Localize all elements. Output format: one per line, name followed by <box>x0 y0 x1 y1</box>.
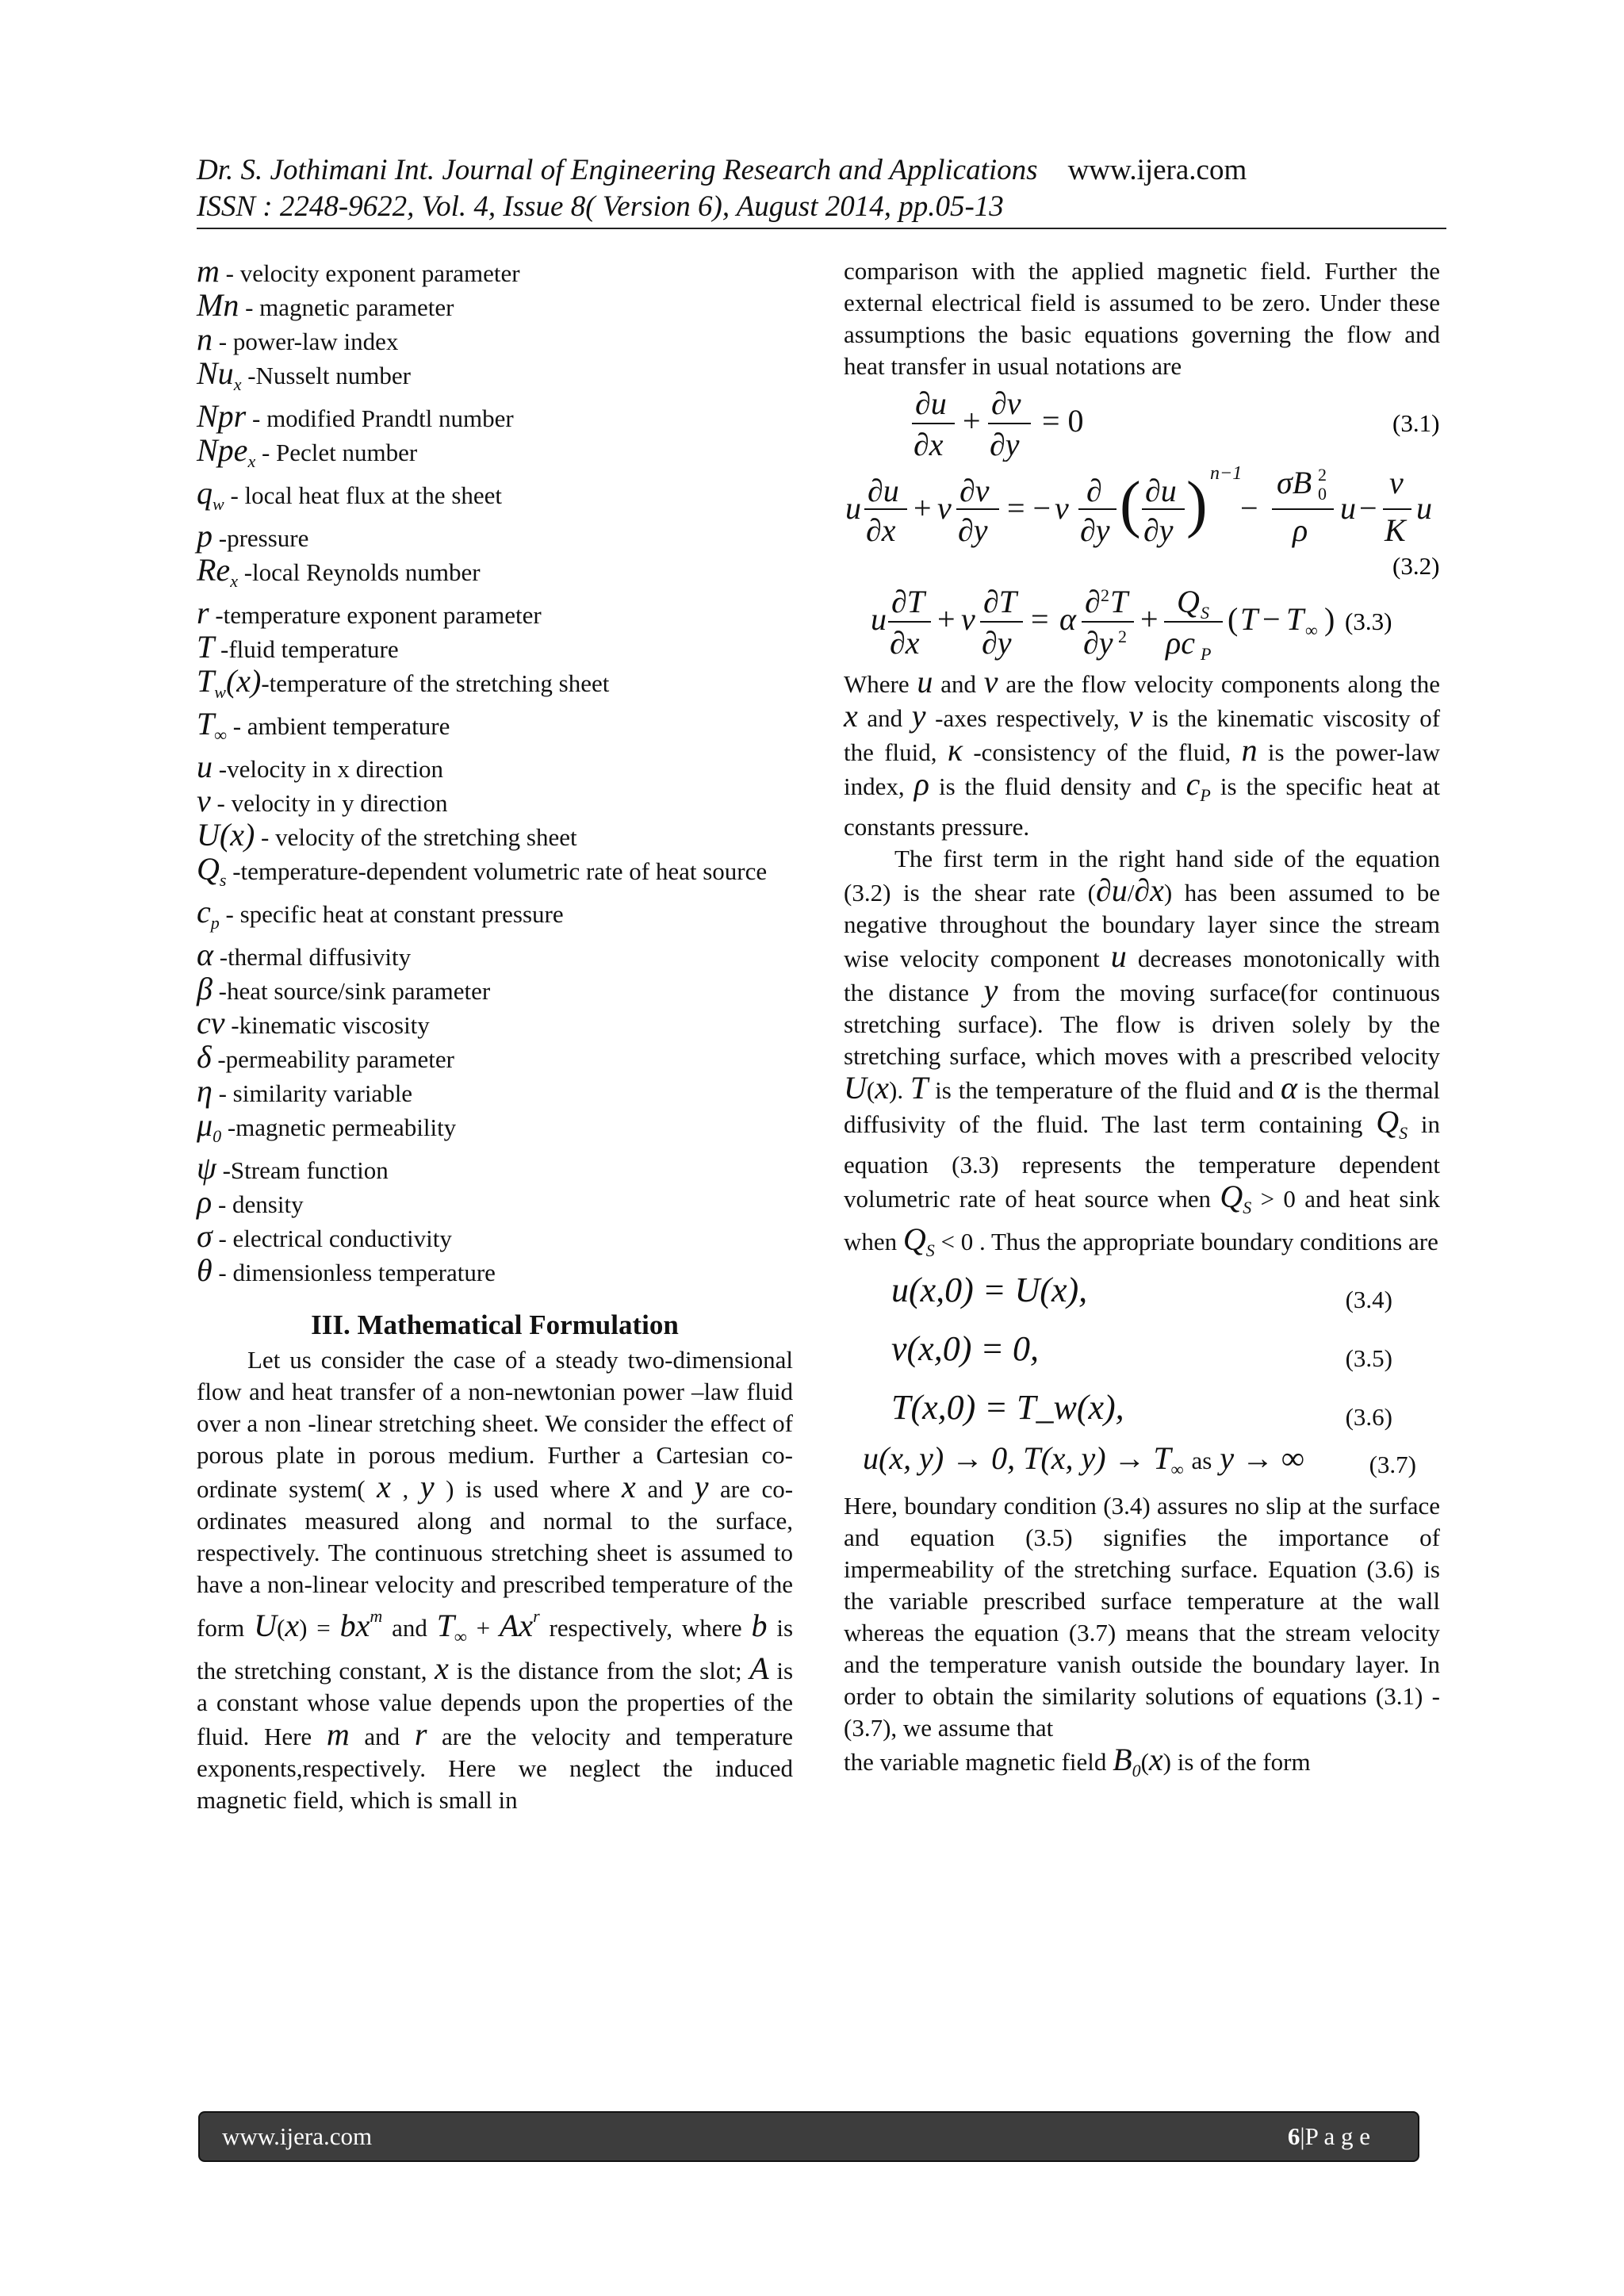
nomenclature-item <box>197 554 793 597</box>
boundary-paragraph: Here, boundary condition (3.4) assures no slip at the surface and equation (3.5) signifies the importance of impermeability of the stretching surface. Equation (3.6) is the variable prescribed surface temperature at the wall whereas the equation (3.7) means that the stream velocity and the temperature vanish outside the boundary layer. In order to obtain the similarity solutions of equations (3.1) - (3.7), we assume that <box>844 1492 1440 1742</box>
nomenclature-description: -Stream function <box>216 1156 389 1184</box>
nomenclature-description: - velocity in y direction <box>210 789 448 817</box>
svg-text:u: u <box>845 490 861 526</box>
nomenclature-symbol: Q <box>197 851 220 887</box>
svg-text:+: + <box>937 601 956 637</box>
nomenclature-description: - modified Prandtl number <box>246 404 514 432</box>
magnetic-field-line: the variable magnetic field $B_0(x)$ is of the form <box>844 1742 1311 1780</box>
nomenclature-symbol: n <box>197 321 213 357</box>
issn-line: ISSN : 2248-9622, Vol. 4, Issue 8( Version 6), August 2014, pp.05-13 <box>197 190 1004 223</box>
equation-label: (3.3) <box>1345 608 1392 635</box>
nomenclature-description: - dimensionless temperature <box>212 1259 496 1286</box>
nomenclature-item <box>197 1252 793 1289</box>
nomenclature-symbol: α <box>197 937 213 972</box>
nomenclature-item <box>197 520 793 554</box>
journal-line: Dr. S. Jothimani Int. Journal of Engineering Research and Applications www.ijera.com <box>197 154 1247 186</box>
nomenclature-subscript: w <box>214 682 226 702</box>
nomenclature-argument: (x) <box>225 663 262 699</box>
nomenclature-description: - local heat flux at the sheet <box>224 481 503 509</box>
page-footer <box>198 2111 1419 2162</box>
svg-text:∂y: ∂y <box>990 427 1020 462</box>
nomenclature-symbol: ρ <box>197 1184 213 1220</box>
equation-label: (3.4) <box>1345 1286 1392 1313</box>
nomenclature-description: -temperature exponent parameter <box>209 601 542 629</box>
equation-label: (3.2) <box>1392 552 1440 580</box>
equation-3-7 <box>844 1440 1440 1490</box>
nomenclature-subscript: x <box>247 451 256 471</box>
svg-text:u: u <box>1416 490 1432 526</box>
nomenclature-item <box>197 939 793 973</box>
nomenclature-symbol: μ <box>197 1107 213 1143</box>
svg-text:∂x: ∂x <box>866 512 896 548</box>
nomenclature-item <box>197 398 793 435</box>
svg-text:∂x: ∂x <box>914 427 944 462</box>
svg-text:= 0: = 0 <box>1042 403 1084 439</box>
svg-text:ν: ν <box>1389 465 1404 500</box>
nomenclature-argument: (x) <box>219 817 255 853</box>
left-column <box>197 255 793 1816</box>
svg-text:−: − <box>1240 490 1258 526</box>
svg-text:P: P <box>1201 644 1212 664</box>
equation-3-3 <box>844 581 1440 666</box>
svg-text:): ) <box>1324 601 1335 637</box>
nomenclature-description: -velocity in x direction <box>213 755 443 783</box>
formulation-paragraph: Let us consider the case of a steady two-dimensional flow and heat transfer of a non-newtonian power –law fluid over a non -linear stretching sheet. We consider the effect of porous plate in porous medium. Further a Cartesian co-ordinate system( x , y ) is used where x and y are co-ordinates measured along and normal to the surface, respectively. The continuous stretching sheet is assumed to have a non-linear velocity and prescribed temperature of the form $U(x) = bx^m$ and $T_\infty + Ax^r$ respectively, where b is the stretching constant, x is the distance from the slot; A is a constant whose value depends upon the properties of the fluid. Here m and r are the velocity and temperature exponents,respectively. Here we neglect the induced magnetic field, which is small in <box>197 1346 794 1814</box>
equation-3-4 <box>844 1267 1440 1325</box>
svg-text:T: T <box>1240 601 1258 637</box>
nomenclature-item <box>197 255 793 289</box>
svg-text:v: v <box>937 490 952 526</box>
nomenclature-symbol: Mn <box>197 287 239 323</box>
intro-paragraph: comparison with the applied magnetic field. Further the external electrical field is assumed to be zero. Under these assumptions the basic equations governing the flow and heat transfer in usual notations are <box>844 257 1440 380</box>
svg-text:(: ( <box>1120 470 1141 539</box>
right-column <box>844 255 1440 1787</box>
equation-3-5 <box>844 1325 1440 1384</box>
svg-text:2: 2 <box>1318 465 1327 485</box>
nomenclature-symbol: δ <box>197 1039 212 1075</box>
svg-text:∂T: ∂T <box>983 584 1017 619</box>
nomenclature-subscript: x <box>230 571 238 591</box>
equation-text: v(x,0) = 0, <box>891 1329 1040 1368</box>
nomenclature-description: - electrical conductivity <box>212 1225 452 1252</box>
nomenclature-item <box>197 289 793 324</box>
nomenclature-symbol: c <box>197 894 211 930</box>
nomenclature-item <box>197 1218 793 1255</box>
nomenclature-item <box>197 321 793 358</box>
nomenclature-subscript: p <box>210 913 220 933</box>
nomenclature-item <box>197 708 793 751</box>
nomenclature-description: - ambient temperature <box>226 712 450 740</box>
nomenclature-description: -magnetic permeability <box>221 1114 457 1141</box>
nomenclature-item <box>197 1152 793 1186</box>
svg-text:+: + <box>1140 601 1159 637</box>
equation-text: u(x, y) → 0, T(x, $y) \to T_\infty$ as y → ∞ <box>863 1440 1304 1479</box>
nomenclature-description: -thermal diffusivity <box>213 943 412 971</box>
nomenclature-description: - specific heat at constant pressure <box>219 900 564 928</box>
nomenclature-symbol: β <box>197 971 213 1006</box>
equation-text: T(x,0) = T_w(x), <box>891 1388 1124 1427</box>
svg-text:=: = <box>1031 601 1049 637</box>
svg-text:∂y: ∂y <box>982 625 1012 661</box>
nomenclature-description: -local Reynolds number <box>237 558 481 586</box>
nomenclature-symbol: v <box>197 783 211 818</box>
nomenclature-symbol: T <box>197 706 215 742</box>
equation-label: (3.6) <box>1345 1403 1392 1431</box>
nomenclature-description: -pressure <box>213 524 309 552</box>
equation-3-3-math <box>844 581 1440 666</box>
header-website[interactable]: www.ijera.com <box>1067 154 1247 186</box>
nomenclature-subscript: ∞ <box>214 725 227 745</box>
nomenclature-symbol: m <box>197 253 220 289</box>
nomenclature-item <box>197 1007 793 1041</box>
equation-text: u(x,0) = U(x), <box>891 1271 1088 1309</box>
nomenclature-description: -fluid temperature <box>214 635 399 663</box>
svg-text:T: T <box>1286 601 1304 637</box>
page-header <box>197 152 1446 225</box>
nomenclature-description: -Nusselt number <box>241 362 411 389</box>
nomenclature-symbol: u <box>197 749 213 784</box>
svg-text:ρc: ρc <box>1166 625 1195 661</box>
svg-text:∂v: ∂v <box>959 473 990 508</box>
svg-text:n−1: n−1 <box>1210 463 1243 484</box>
svg-text:∂y: ∂y <box>1080 512 1110 548</box>
nomenclature-symbol: U <box>197 817 220 853</box>
svg-text:S: S <box>1201 603 1209 623</box>
nomenclature-item <box>197 1107 793 1152</box>
equation-3-1-math <box>844 382 1440 462</box>
where-paragraph: Where u and v are the flow velocity components along the x and y -axes respectively, ν is the kinematic viscosity of the fluid, κ -consistency of the fluid, n is the power-law index, ρ is the fluid density and $c_P$ is the specific heat at constants pressure. <box>844 664 1441 841</box>
nomenclature-description: -temperature of the stretching sheet <box>261 669 610 697</box>
svg-text:u: u <box>1340 490 1356 526</box>
svg-text:∂u: ∂u <box>868 473 899 508</box>
nomenclature-item <box>197 597 793 631</box>
equation-label: (3.5) <box>1345 1344 1392 1372</box>
nomenclature-symbol: q <box>197 475 213 511</box>
footer-website[interactable]: www.ijera.com <box>222 2122 373 2150</box>
svg-text:−: − <box>1359 490 1377 526</box>
svg-text:K: K <box>1385 512 1406 548</box>
nomenclature-description: - power-law index <box>213 328 399 355</box>
nomenclature-symbol: θ <box>197 1252 213 1288</box>
nomenclature-symbol: T <box>197 629 215 665</box>
footer-page-number: 6|P a g e <box>1287 2122 1370 2150</box>
nomenclature-item <box>197 1186 793 1221</box>
nomenclature-item <box>197 1041 793 1075</box>
nomenclature-description: -heat source/sink parameter <box>212 977 491 1005</box>
nomenclature-symbol: σ <box>197 1218 213 1254</box>
svg-text:= −: = − <box>1007 490 1051 526</box>
svg-text:+: + <box>914 490 932 526</box>
nomenclature-symbol: Re <box>197 552 231 588</box>
nomenclature-description: -permeability parameter <box>211 1045 454 1073</box>
nomenclature-item <box>197 896 793 939</box>
svg-text:v: v <box>961 601 975 637</box>
svg-text:−: − <box>1262 601 1281 637</box>
nomenclature-item <box>197 477 793 520</box>
svg-text:v: v <box>1055 490 1069 526</box>
svg-text:∂y: ∂y <box>958 512 988 548</box>
svg-text:∂u: ∂u <box>915 385 947 421</box>
svg-text:∂: ∂ <box>1085 584 1101 619</box>
nomenclature-subscript: s <box>219 870 227 890</box>
nomenclature-description: - similarity variable <box>212 1079 413 1107</box>
nomenclature-subscript: w <box>213 494 224 514</box>
svg-text:2: 2 <box>1101 585 1109 605</box>
nomenclature-item <box>197 973 793 1007</box>
header-rule <box>197 228 1446 229</box>
svg-text:ρ: ρ <box>1293 512 1308 548</box>
svg-text:∂y: ∂y <box>1143 512 1174 548</box>
nomenclature-item <box>197 355 793 401</box>
svg-text:∂T: ∂T <box>891 584 925 619</box>
svg-text:∂: ∂ <box>1086 473 1102 508</box>
nomenclature-description: - magnetic parameter <box>239 293 454 321</box>
nomenclature-symbol: Npe <box>197 432 248 468</box>
svg-text:∂x: ∂x <box>890 625 920 661</box>
nomenclature-item <box>197 432 793 477</box>
svg-text:+: + <box>963 403 981 439</box>
nomenclature-item <box>197 751 793 785</box>
nomenclature-symbol: Nu <box>197 355 234 391</box>
nomenclature-symbol: Npr <box>197 398 247 434</box>
equation-3-2-math <box>844 462 1440 581</box>
equation-3-1 <box>844 382 1440 462</box>
equation-3-6 <box>844 1384 1440 1443</box>
svg-text:α: α <box>1059 601 1076 637</box>
nomenclature-item <box>197 853 793 896</box>
equation-label: (3.1) <box>1392 409 1440 437</box>
nomenclature-description: -kinematic viscosity <box>224 1011 430 1039</box>
nomenclature-symbol: ψ <box>197 1150 216 1186</box>
svg-text:∂u: ∂u <box>1145 473 1177 508</box>
svg-text:∂v: ∂v <box>991 385 1021 421</box>
nomenclature-item <box>197 785 793 819</box>
nomenclature-description: - Peclet number <box>255 439 418 466</box>
nomenclature-description: - velocity of the stretching sheet <box>255 823 577 851</box>
nomenclature-item <box>197 1075 793 1110</box>
shear-paragraph: The first term in the right hand side of the equation (3.2) is the shear rate (∂u/∂x) has been assumed to be negative throughout the boundary layer since the stream wise velocity component u decreases monotonically with the distance y from the moving surface(for continuous stretching surface). The flow is driven solely by the stretching surface, which moves with a prescribed velocity U(x). T is the temperature of the fluid and α is the thermal diffusivity of the fluid. The last term containing $Q_S$ in equation (3.3) represents the temperature dependent volumetric rate of heat source when $Q_S > 0$ and heat sink when $Q_S < 0$ . Thus the appropriate boundary conditions are <box>844 845 1441 1260</box>
svg-text:Q: Q <box>1177 584 1200 619</box>
nomenclature-subscript: x <box>233 374 242 394</box>
nomenclature-symbol: η <box>197 1073 213 1109</box>
nomenclature-symbol: cv <box>197 1005 225 1041</box>
nomenclature-item <box>197 665 793 708</box>
svg-text:u: u <box>871 601 887 637</box>
nomenclature-description: -temperature-dependent volumetric rate of heat source <box>226 857 768 885</box>
equation-label: (3.7) <box>1369 1451 1416 1478</box>
nomenclature-item <box>197 819 793 853</box>
nomenclature-symbol: T <box>197 663 215 699</box>
svg-text:): ) <box>1186 470 1208 539</box>
nomenclature-list <box>197 255 793 1289</box>
svg-text:0: 0 <box>1318 484 1327 504</box>
svg-text:(: ( <box>1228 601 1239 637</box>
section-title: III. Mathematical Formulation <box>311 1309 679 1340</box>
svg-text:σB: σB <box>1277 465 1312 500</box>
nomenclature-subscript: 0 <box>213 1126 222 1146</box>
nomenclature-description: - velocity exponent parameter <box>219 259 520 287</box>
equation-3-2 <box>844 462 1440 581</box>
nomenclature-symbol: p <box>197 518 213 554</box>
svg-text:∂y: ∂y <box>1083 625 1113 661</box>
svg-text:∞: ∞ <box>1305 620 1318 640</box>
svg-text:2: 2 <box>1118 627 1127 646</box>
nomenclature-symbol: r <box>197 595 209 631</box>
nomenclature-item <box>197 631 793 665</box>
nomenclature-description: - density <box>212 1190 304 1218</box>
svg-text:T: T <box>1110 584 1128 619</box>
